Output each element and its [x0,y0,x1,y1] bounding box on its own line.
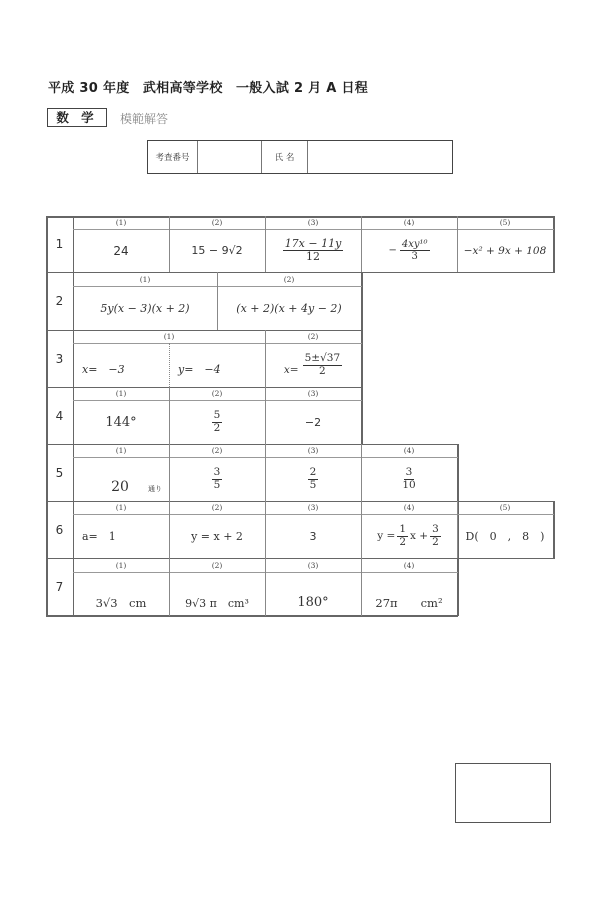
sub-question-label: (1) [115,503,127,512]
answer-cell: 3√3 cm [95,596,147,610]
sub-question-label: (3) [307,218,319,227]
numerator: 3 [213,465,221,478]
sub-question-label: (1) [115,218,127,227]
question-number: 5 [55,465,64,480]
answer-cell [361,457,457,501]
answer-cell: 15 − 9√2 [191,244,243,257]
question-number: 3 [55,351,64,366]
score-box [455,763,551,823]
numerator: 4xy¹⁰ [401,239,428,250]
question-number: 4 [55,408,64,423]
answer-cell: −x² + 9x + 108 [463,244,547,257]
answer-cell: 3 [309,529,317,543]
sub-question-label: (3) [307,389,319,398]
answer-cell [361,229,457,272]
sub-question-label: (3) [307,446,319,455]
numerator: 5 [213,408,221,421]
answer-cell [265,343,361,387]
numerator: 1 [399,522,406,535]
question-number: 6 [55,522,64,537]
question-number: 2 [55,294,64,308]
answer-cell: 180° [297,594,329,610]
denominator: 12 [306,250,320,263]
answer-cell: a= 1 [82,530,116,543]
answer-cell [265,229,361,272]
numerator: 5±√37 [304,351,341,364]
sub-question-label: (4) [403,218,415,227]
answer-cell: 20 [111,479,129,495]
answer-cell: y = x + 2 [191,529,243,543]
sub-question-label: (1) [115,560,127,570]
denominator: 2 [319,364,326,377]
answer-cell: D( 0 , 8 ) [465,530,545,543]
question-number: 1 [55,237,64,251]
denominator: 10 [402,478,416,491]
denominator: 2 [213,421,221,434]
numerator: 3 [405,465,413,478]
answer-cell: −2 [304,415,322,429]
prefix: y = [377,530,396,542]
sub-question-label: (1) [139,274,151,284]
middle-term: x + [410,530,429,542]
answer-cell [265,457,361,501]
sub-question-label: (2) [211,503,223,512]
sub-question-label: (2) [283,274,295,284]
exam-number-label: 考査番号 [148,141,198,173]
denominator: 5 [213,478,221,491]
prefix: x= [283,364,299,376]
denominator: 3 [411,251,418,262]
denominator: 5 [309,478,317,491]
sign: − [388,245,397,256]
exam-title: 平成 30 年度 武相高等学校 一般入試 2 月 A 日程 [48,81,369,96]
sub-question-label: (5) [499,503,511,512]
sub-question-label: (1) [163,332,175,341]
numerator: 17x − 11y [284,236,342,250]
numerator: 2 [309,465,317,478]
answer-cell: 9√3 π cm³ [185,597,249,610]
unit-label: 通り [148,485,162,493]
sub-question-label: (2) [307,332,319,341]
sub-question-label: (3) [307,503,319,512]
answer-cell: 27π cm² [375,596,443,610]
question-number: 7 [55,580,64,594]
sub-question-label: (4) [403,503,415,512]
sub-question-label: (4) [403,446,415,455]
subject-label: 数 学 [47,108,107,127]
answer-cell: y= −4 [178,362,221,376]
sub-question-label: (1) [115,389,127,398]
denominator: 2 [399,535,406,548]
answer-cell: (x + 2)(x + 4y − 2) [236,301,342,315]
answer-cell: x= −3 [82,362,125,376]
answer-cell [169,400,265,444]
answer-cell: 144° [105,414,137,430]
answer-cell [361,514,457,558]
sub-question-label: (4) [403,560,415,570]
model-answer-label: 模範解答 [120,112,169,126]
sub-question-label: (2) [211,446,223,455]
denominator: 2 [432,535,439,548]
sub-question-label: (5) [499,218,511,227]
sub-question-label: (2) [211,560,223,570]
sub-question-label: (1) [115,446,127,455]
answer-cell [169,457,265,501]
sub-question-label: (2) [211,218,223,227]
sub-question-label: (2) [211,389,223,398]
sub-question-label: (3) [307,560,319,570]
name-label: 氏 名 [262,141,308,173]
answer-cell: 24 [113,243,129,258]
numerator: 3 [432,522,439,535]
answer-cell: 5y(x − 3)(x + 2) [100,301,190,315]
